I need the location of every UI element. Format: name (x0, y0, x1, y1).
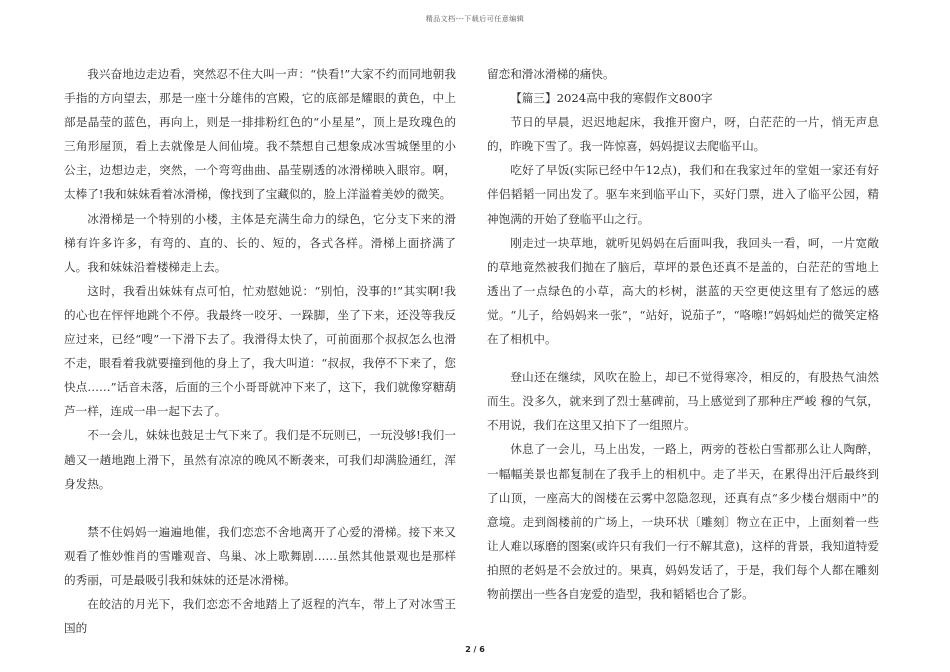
paragraph: 不一会儿，妹妹也鼓足士气下来了。我们是不玩则已，一玩没够!我们一趟又一趟地跑上滑下，虽然有凉凉的晚风不断袭来，可我们却满脸通红，浑身发热。 (64, 428, 456, 491)
paragraph: 节日的早晨，迟迟地起床，我推开窗户，呀，白茫茫的一片，悄无声息的，昨晚下雪了。我一阵惊喜，妈妈提议去爬临平山。 (487, 115, 879, 154)
paragraph: 留恋和滑冰滑梯的痛快。 (487, 67, 615, 81)
left-column (64, 62, 456, 640)
paragraph-gap (487, 351, 879, 365)
paragraph-gap (64, 496, 456, 520)
paragraph: 这时，我看出妹妹有点可怕，忙劝慰她说：“别怕，没事的!”其实啊!我的心也在怦怦地跳个不停。我最终一咬牙、一跺脚，坐了下来，还没等我反应过来，已经“嗖”一下滑下去了。我滑得太快了，可前面那个叔叔怎么也滑不走，眼看着我就要撞到他的身上了，我大叫道：“叔叔，我停不下来了，您快点……”话音未落，后面的三个小哥哥就冲下来了，这下，我们就像穿糖葫芦一样，连成一串一起下去了。 (64, 283, 456, 419)
paragraph: 禁不住妈妈一遍遍地催，我们恋恋不舍地离开了心爱的滑梯。接下来又观看了惟妙惟肖的雪雕观音、鸟巢、冰上歌舞剧……虽然其他景观也是那样的秀丽，可是最吸引我和妹妹的还是冰滑梯。 (64, 524, 456, 587)
paragraph: 我兴奋地边走边看，突然忍不住大叫一声：“快看!”大家不约而同地朝我手指的方向望去，那是一座十分雄伟的宫殿，它的底部是耀眼的黄色，中上部是晶莹的蓝色，再向上，则是一排排粉红色的“小星星”，顶上是玫瑰色的三角形屋顶，看上去就像是人间仙境。我不禁想自己想象成冰雪城堡里的小公主，边想边走，突然，一个弯弯曲曲、晶莹剔透的冰滑梯映入眼帘。啊，太棒了!我和妹妹看着冰滑梯，像找到了宝藏似的，脸上洋溢着美妙的微笑。 (64, 67, 456, 202)
page-header: 精品文档---下载后可任意编辑 (425, 15, 525, 23)
paragraph: 冰滑梯是一个特别的小楼，主体是充满生命力的绿色，它分支下来的滑梯有许多许多，有弯的、直的、长的、短的，各式各样。滑梯上面挤满了人。我和妹妹沿着楼梯走上去。 (64, 211, 456, 274)
paragraph: 吃好了早饭(实际已经中午12点)，我们和在我家过年的堂姐一家还有好伴侣韬韬一同出发了。驱车来到临平山下，买好门票，进入了临平公园，精神饱满的开始了登临平山之行。 (487, 163, 879, 226)
section-title: 【篇三】2024高中我的寒假作文800字 (510, 91, 713, 106)
paragraph: 登山还在继续，风吹在脸上，却已不觉得寒冷，相反的，有股热气油然而生。没多久，就来到了烈士墓碑前，马上感觉到了那种庄严峻 穆的气氛，不用说，我们在这里又拍下了一组照片。 (487, 370, 879, 433)
paragraph: 刚走过一块草地，就听见妈妈在后面叫我，我回头一看，呵，一片宽敞的草地竟然被我们抛在了脑后，草坪的景色还真不是盖的，白茫茫的雪地上透出了一点绿色的小草，高大的杉树，湛蓝的天空更使这里有了悠远的感觉。“儿子，给妈妈来一张”，“站好，说茄子”，“咯嚓!”妈妈灿烂的微笑定格在了相机中。 (487, 235, 879, 347)
page-number: 2 / 6 (465, 645, 485, 654)
paragraph: 在皎洁的月光下，我们恋恋不舍地踏上了返程的汽车，带上了对冰雪王国的 (64, 596, 456, 636)
right-column (487, 62, 879, 606)
paragraph: 休息了一会儿，马上出发，一路上，两旁的苍松白雪都那么让人陶醉，一幅幅美景也都复制在了我手上的相机中。走了半天，在累得出汗后最终到了山顶，一座高大的阁楼在云雾中忽隐忽现，还真有点“多少楼台烟雨中”的意境。走到阁楼前的广场上，一块环状〔雕刻〕物立在正中，上面刻着一些让人难以琢磨的图案(或许只有我们一行不解其意)，这样的背景，我知道特爱拍照的老妈是不会放过的。果真，妈妈发话了，于是，我们每个人都在雕刻物前摆出一些各自宠爱的造型，我和韬韬也合了影。 (487, 442, 879, 601)
